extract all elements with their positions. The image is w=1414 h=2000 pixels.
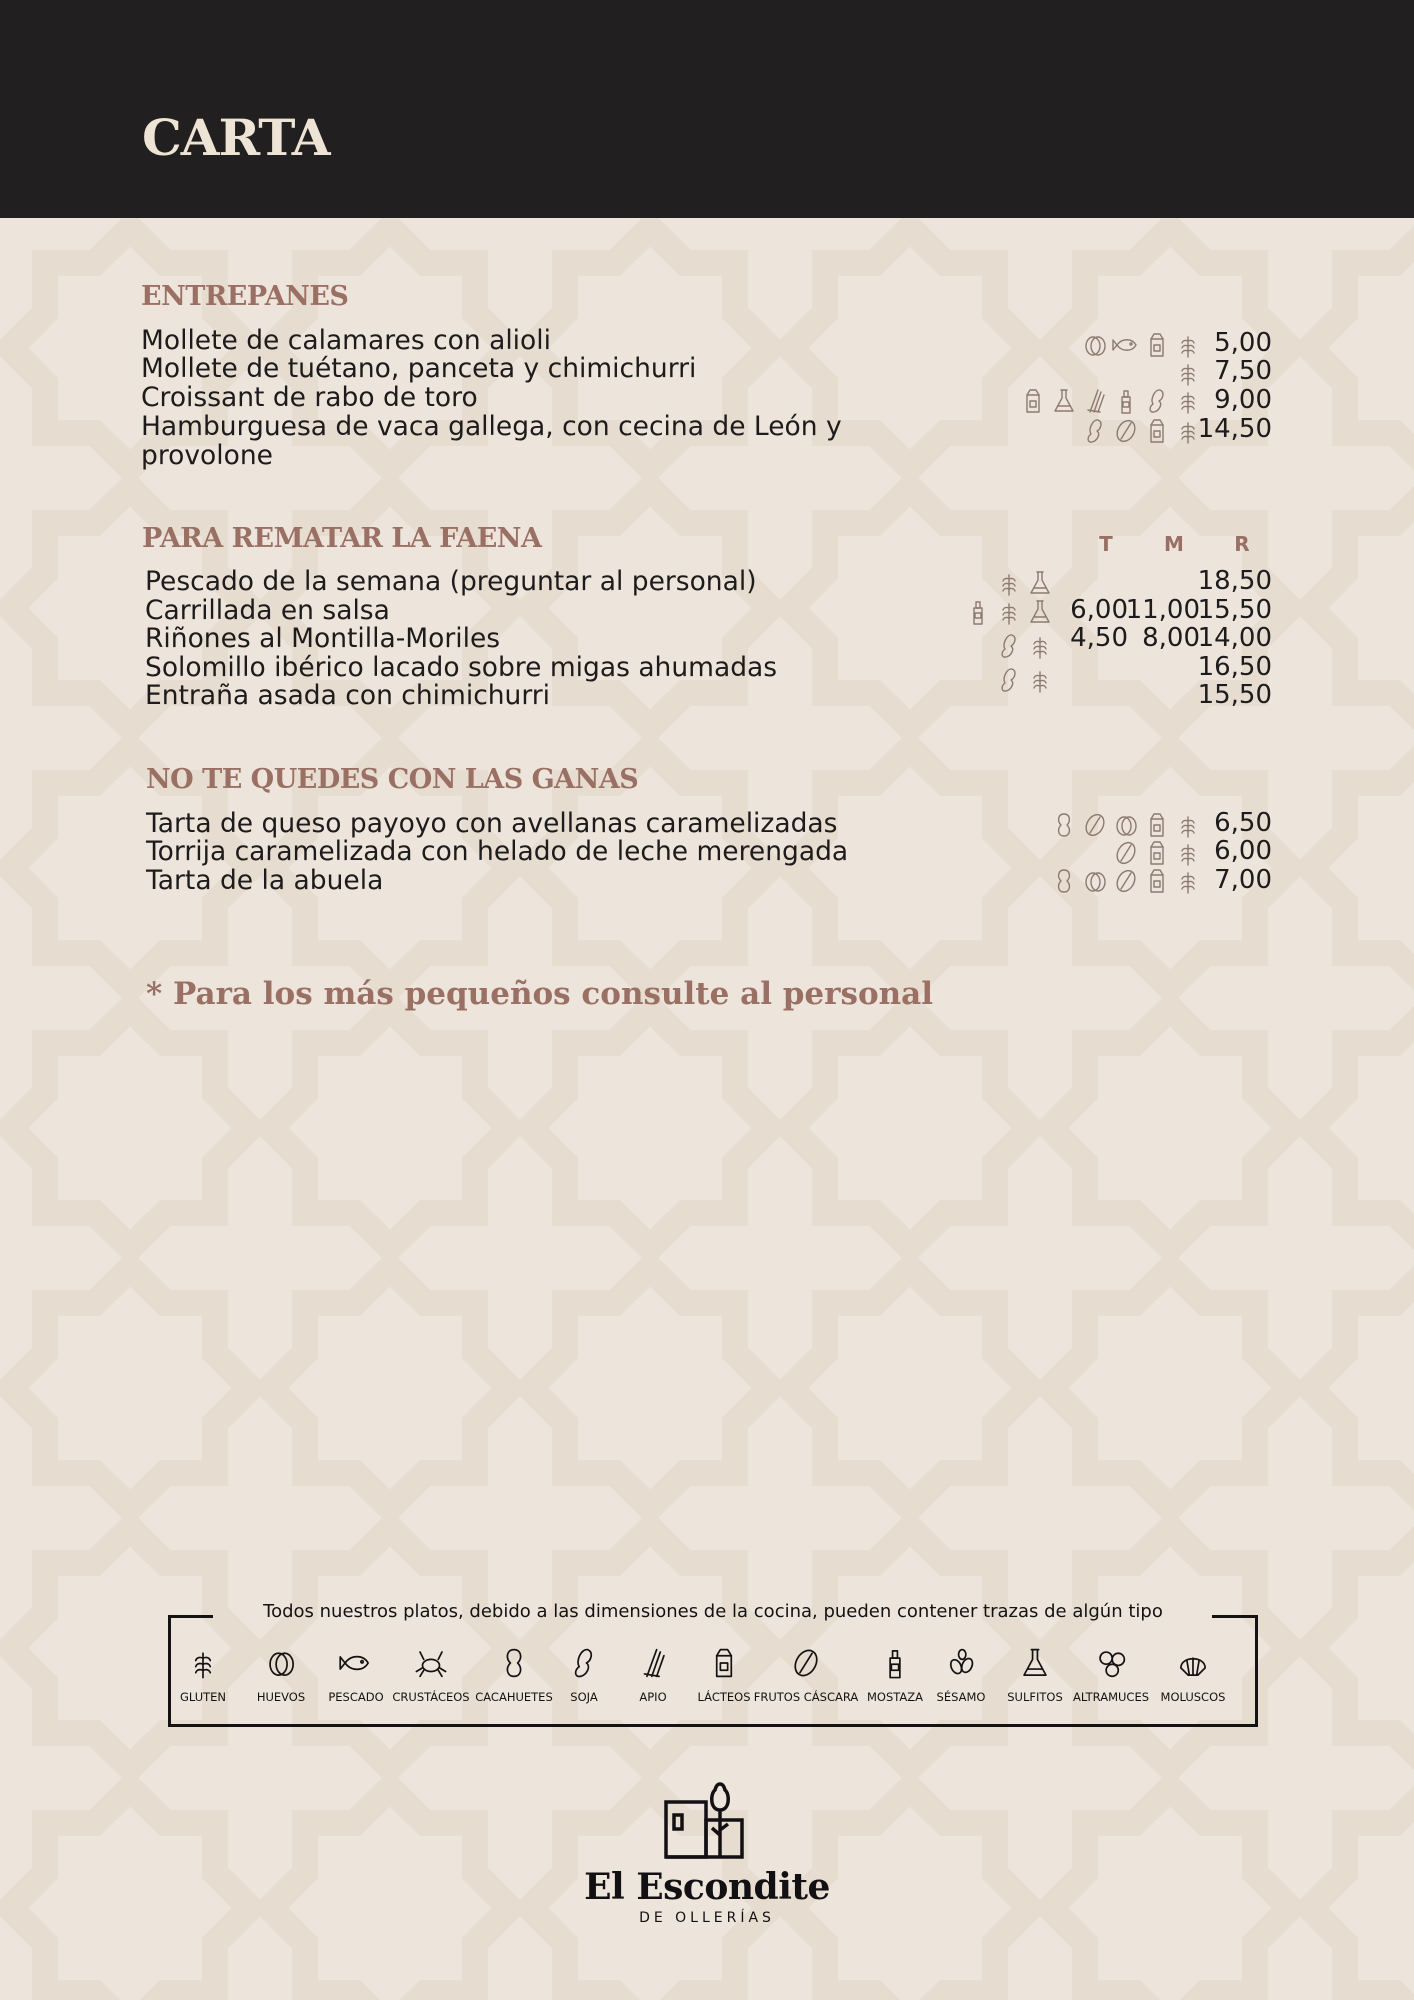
column-header-t: T bbox=[1099, 532, 1113, 556]
price-r: 14,00 bbox=[1197, 623, 1272, 653]
dish-name: Tarta de queso payoyo con avellanas caramelizadas bbox=[146, 808, 838, 839]
sesamo-icon bbox=[944, 1645, 978, 1681]
allergen-icons bbox=[1081, 330, 1202, 359]
frutos-cascara-icon bbox=[1112, 417, 1140, 445]
legend-label: MOLUSCOS bbox=[1160, 1690, 1226, 1704]
moluscos-icon bbox=[1176, 1645, 1210, 1681]
huevos-icon bbox=[1081, 867, 1109, 895]
gluten-icon bbox=[1026, 666, 1054, 694]
soja-icon bbox=[995, 666, 1023, 694]
lacteos-icon bbox=[1143, 839, 1171, 867]
legend-label: SULFITOS bbox=[1007, 1690, 1063, 1704]
allergen-icons bbox=[995, 568, 1054, 597]
dish-price: 5,00 bbox=[1214, 328, 1272, 358]
legend-label: PESCADO bbox=[328, 1690, 384, 1704]
legend-label: FRUTOS CÁSCARA bbox=[753, 1690, 859, 1704]
mostaza-icon bbox=[964, 598, 992, 626]
frutos-cascara-icon bbox=[1081, 811, 1109, 839]
legend-border bbox=[1212, 1615, 1258, 1618]
mostaza-icon bbox=[1112, 387, 1140, 415]
legend-label: ALTRAMUCES bbox=[1072, 1690, 1150, 1704]
lacteos-icon bbox=[1143, 417, 1171, 445]
legend-label: CRUSTÁCEOS bbox=[392, 1690, 470, 1704]
lacteos-icon bbox=[1143, 867, 1171, 895]
allergen-icons bbox=[964, 597, 1054, 626]
dish-name: Mollete de tuétano, panceta y chimichurri bbox=[141, 353, 697, 384]
cacahuetes-icon bbox=[1050, 867, 1078, 895]
legend-label: LÁCTEOS bbox=[697, 1690, 751, 1704]
dish-price: 14,50 bbox=[1197, 414, 1272, 444]
apio-icon bbox=[1081, 387, 1109, 415]
price-t: 4,50 bbox=[1070, 623, 1128, 653]
soja-icon bbox=[1081, 417, 1109, 445]
lacteos-icon bbox=[1143, 331, 1171, 359]
allergen-icons bbox=[1112, 838, 1202, 867]
children-note: * Para los más pequeños consulte al personal bbox=[146, 976, 934, 1012]
cacahuetes-icon bbox=[1050, 811, 1078, 839]
logo-subtitle: DE OLLERÍAS bbox=[639, 1910, 775, 1926]
gluten-icon bbox=[995, 598, 1023, 626]
sulfitos-icon bbox=[1026, 569, 1054, 597]
dish-price: 9,00 bbox=[1214, 385, 1272, 415]
allergen-icons bbox=[995, 665, 1054, 694]
legend-label: SÉSAMO bbox=[936, 1690, 986, 1704]
section-title-para-rematar: PARA REMATAR LA FAENA bbox=[142, 523, 542, 554]
section-title-no-te-quedes: NO TE QUEDES CON LAS GANAS bbox=[146, 764, 639, 795]
dish-price: 6,50 bbox=[1214, 808, 1272, 838]
cacahuetes-icon bbox=[497, 1645, 531, 1681]
dish-name: Tarta de la abuela bbox=[146, 865, 384, 896]
pescado-icon bbox=[1112, 331, 1140, 359]
crustaceos-icon bbox=[414, 1645, 448, 1681]
legend-label: MOSTAZA bbox=[866, 1690, 924, 1704]
legend-label: GLUTEN bbox=[179, 1690, 227, 1704]
sulfitos-icon bbox=[1018, 1645, 1052, 1681]
header-bar bbox=[0, 0, 1414, 218]
allergen-icons bbox=[1019, 386, 1202, 415]
lacteos-icon bbox=[707, 1645, 741, 1681]
dish-name: Entraña asada con chimichurri bbox=[145, 680, 551, 711]
dish-price: 6,00 bbox=[1214, 836, 1272, 866]
soja-icon bbox=[567, 1645, 601, 1681]
dish-name: Pescado de la semana (preguntar al personal) bbox=[145, 566, 757, 597]
restaurant-logo bbox=[560, 1780, 854, 1926]
price-r: 15,50 bbox=[1197, 680, 1272, 710]
lacteos-icon bbox=[1019, 387, 1047, 415]
huevos-icon bbox=[264, 1645, 298, 1681]
frutos-cascara-icon bbox=[1112, 839, 1140, 867]
logo-icon bbox=[652, 1780, 762, 1860]
dish-name: Torrija caramelizada con helado de leche merengada bbox=[146, 836, 849, 867]
price-r: 15,50 bbox=[1197, 595, 1272, 625]
dish-price: 7,50 bbox=[1214, 356, 1272, 386]
dish-price: 7,00 bbox=[1214, 865, 1272, 895]
price-r: 18,50 bbox=[1197, 566, 1272, 596]
soja-icon bbox=[1143, 387, 1171, 415]
dish-name: Croissant de rabo de toro bbox=[141, 382, 478, 413]
altramuces-icon bbox=[1094, 1645, 1128, 1681]
lacteos-icon bbox=[1143, 811, 1171, 839]
soja-icon bbox=[995, 632, 1023, 660]
dish-name: Carrillada en salsa bbox=[145, 595, 390, 626]
legend-text: Todos nuestros platos, debido a las dimensiones de la cocina, pueden contener trazas de algún tipo bbox=[263, 1601, 1163, 1622]
legend-item-moluscos bbox=[1138, 1645, 1248, 1704]
price-m: 8,00 bbox=[1142, 623, 1200, 653]
legend-label: SOJA bbox=[570, 1690, 598, 1704]
dish-name: Hamburguesa de vaca gallega, con cecina de León y provolone bbox=[141, 411, 842, 471]
price-m: 11,00 bbox=[1125, 595, 1200, 625]
huevos-icon bbox=[1081, 331, 1109, 359]
allergen-icons bbox=[995, 631, 1054, 660]
allergen-icons bbox=[1050, 866, 1202, 895]
frutos-cascara-icon bbox=[789, 1645, 823, 1681]
column-header-m: M bbox=[1164, 532, 1184, 556]
legend-label: CACAHUETES bbox=[475, 1690, 553, 1704]
page-title: CARTA bbox=[142, 108, 330, 167]
allergen-icons bbox=[1081, 416, 1202, 445]
column-header-r: R bbox=[1234, 532, 1250, 556]
apio-icon bbox=[636, 1645, 670, 1681]
dish-name: Riñones al Montilla-Moriles bbox=[145, 623, 501, 654]
background-pattern bbox=[0, 218, 1414, 2000]
price-t: 6,00 bbox=[1070, 595, 1128, 625]
huevos-icon bbox=[1112, 811, 1140, 839]
pescado-icon bbox=[339, 1645, 373, 1681]
dish-name: Solomillo ibérico lacado sobre migas ahumadas bbox=[145, 652, 778, 683]
legend-border bbox=[168, 1615, 213, 1618]
dish-name: Mollete de calamares con alioli bbox=[141, 325, 551, 356]
allergen-icons bbox=[1050, 810, 1202, 839]
gluten-icon bbox=[995, 569, 1023, 597]
gluten-icon bbox=[186, 1645, 220, 1681]
legend-label: APIO bbox=[639, 1690, 667, 1704]
price-r: 16,50 bbox=[1197, 652, 1272, 682]
legend-label: HUEVOS bbox=[256, 1690, 306, 1704]
frutos-cascara-icon bbox=[1112, 867, 1140, 895]
logo-name: El Escondite bbox=[584, 1866, 830, 1908]
sulfitos-icon bbox=[1050, 387, 1078, 415]
section-title-entrepanes: ENTREPANES bbox=[141, 281, 349, 312]
